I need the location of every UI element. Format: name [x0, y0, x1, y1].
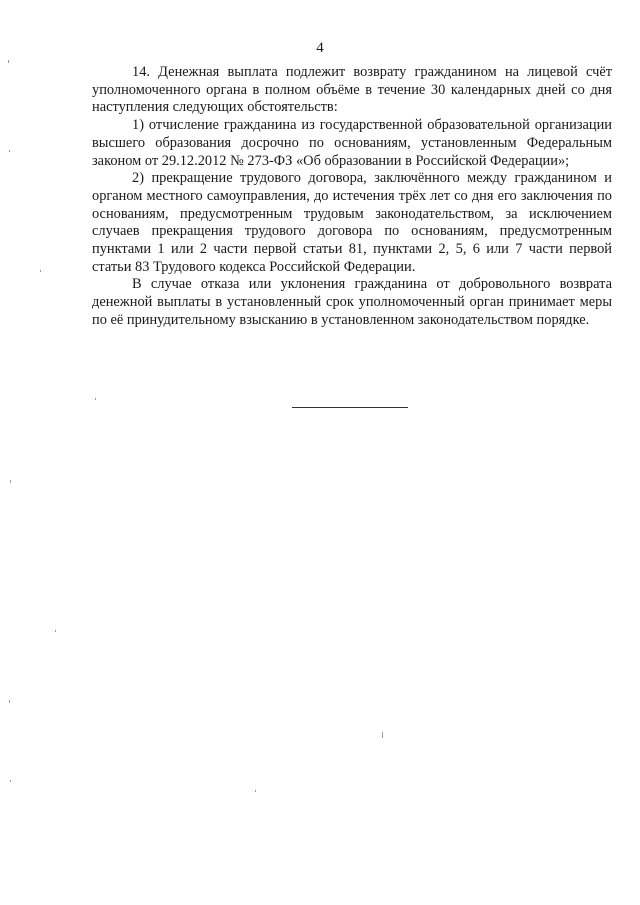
end-separator-line	[292, 407, 408, 408]
document-body	[92, 64, 612, 330]
scan-speck	[9, 700, 10, 703]
scan-speck	[55, 630, 56, 632]
scan-speck	[10, 480, 11, 483]
scan-speck	[255, 790, 256, 792]
paragraph-14: 14. Денежная выплата подлежит возврату гражданином на лицевой счёт уполномоченного органа в полном объёме в течение 30 календарных дней со дня наступления следующих обстоятельств:	[92, 64, 612, 116]
scan-speck	[40, 270, 41, 272]
scan-speck	[8, 60, 9, 63]
scan-speck	[95, 398, 96, 400]
paragraph-item-1: 1) отчисление гражданина из государственной образовательной организации высшего образования досрочно по основаниям, установленным Федеральным законом от 29.12.2012 № 273-ФЗ «Об образовании в Российской Федерации»;	[92, 117, 612, 169]
paragraph-item-2: 2) прекращение трудового договора, заключённого между гражданином и органом местного самоуправления, до истечения трёх лет со дня его заключения по основаниям, предусмотренным трудовым законодательством, за исключением случаев прекращения трудового договора по основаниям, предусмотренным пунктами 1 или 2 части первой статьи 81, пунктами 2, 5, 6 или 7 части первой статьи 83 Трудового кодекса Российской Федерации.	[92, 170, 612, 275]
scan-speck	[382, 732, 383, 738]
scan-speck	[10, 780, 11, 782]
paragraph-refusal: В случае отказа или уклонения гражданина от добровольного возврата денежной выплаты в установленный срок уполномоченный орган принимает меры по её принудительному взысканию в установленном законодательством порядке.	[92, 276, 612, 328]
scan-speck	[9, 150, 10, 152]
page-number: 4	[316, 40, 324, 56]
